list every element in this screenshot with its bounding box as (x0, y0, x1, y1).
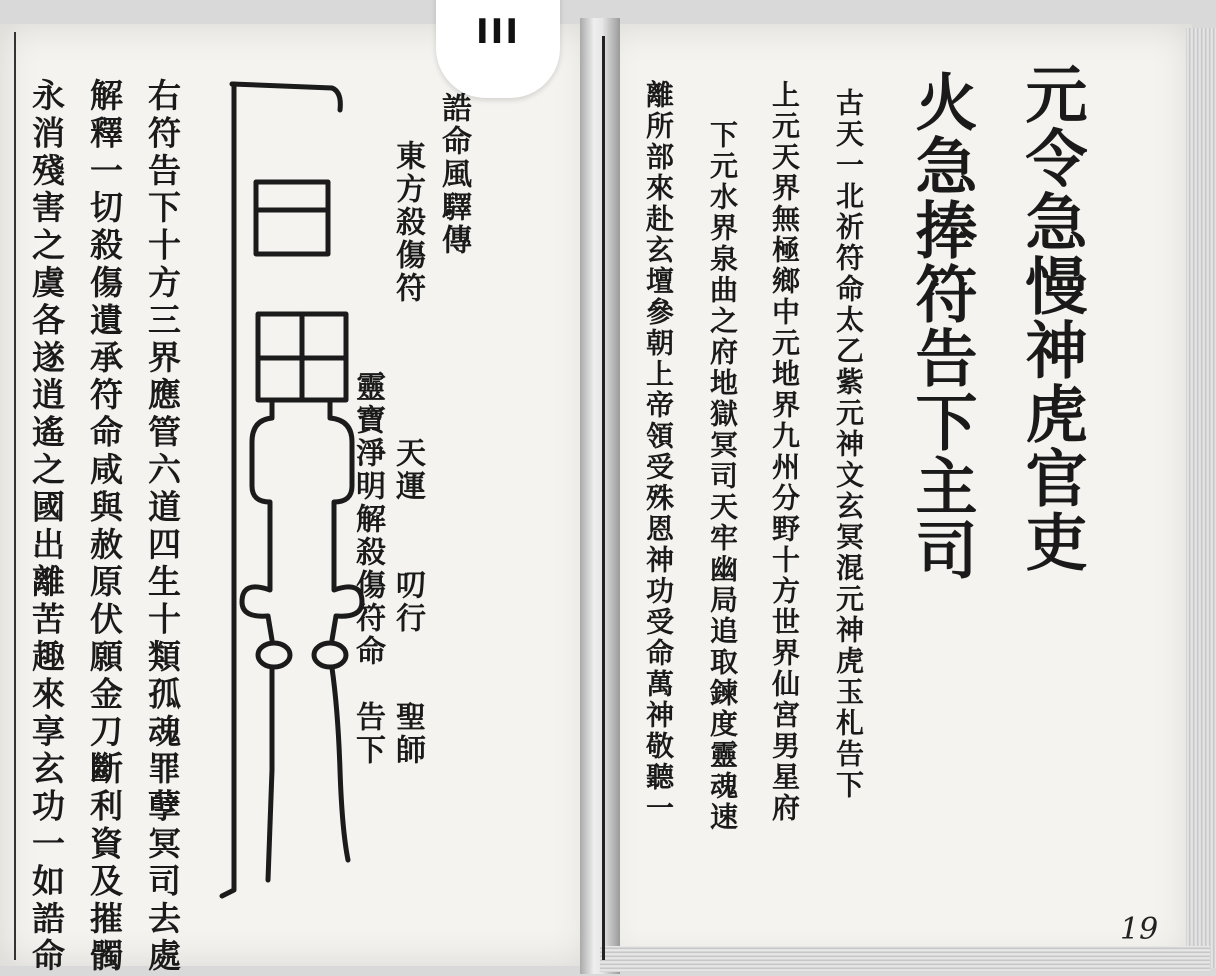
right-text-column-1: 古天一北祈符命太乙紫元神文玄冥混元神虎玉札告下 (832, 88, 865, 801)
right-page (600, 24, 1192, 966)
header-column-2: 東方殺傷符 天運 叨行 聖師 (390, 140, 425, 767)
right-text-column-4: 離所部來赴玄壇參朝上帝領受殊恩神功受命萬神敬聽一 (642, 80, 675, 824)
page-edges-right (1186, 28, 1216, 968)
page-tab (436, 0, 560, 98)
talisman-seal-drawing (212, 70, 372, 900)
left-text-column-2: 解釋一切殺傷遺承符命咸與赦原伏願金刀斷利資及摧髑 (85, 78, 124, 976)
right-text-column-3: 下元水界泉曲之府地獄冥司天牢幽局追取鍊度靈魂速 (706, 120, 739, 833)
tab-label: III (476, 12, 520, 52)
left-text-column-3: 永消殘害之虞各遂逍遙之國出離苦趣來享玄功一如誥命 (27, 78, 66, 976)
header-column-1: 誥命風驛傳 (436, 92, 471, 257)
header-column-3: 靈寶淨明解殺傷符命 告下 (350, 140, 385, 767)
left-margin-rule (14, 32, 16, 960)
left-text-column-1: 右符告下十方三界應管六道四生十類孤魂罪孽冥司去處 (143, 78, 182, 976)
right-text-column-2: 上元天界無極鄉中元地界九州分野十方世界仙宮男星府 (768, 80, 801, 824)
seal-script-column-1: 元令急慢神虎官吏 (1015, 62, 1088, 574)
book-gutter (580, 18, 620, 974)
page-number: 19 (1120, 912, 1159, 947)
page-edges-bottom (600, 946, 1210, 972)
seal-script-column-2: 火急捧符告下主司 (905, 70, 978, 582)
right-margin-rule (602, 36, 605, 960)
